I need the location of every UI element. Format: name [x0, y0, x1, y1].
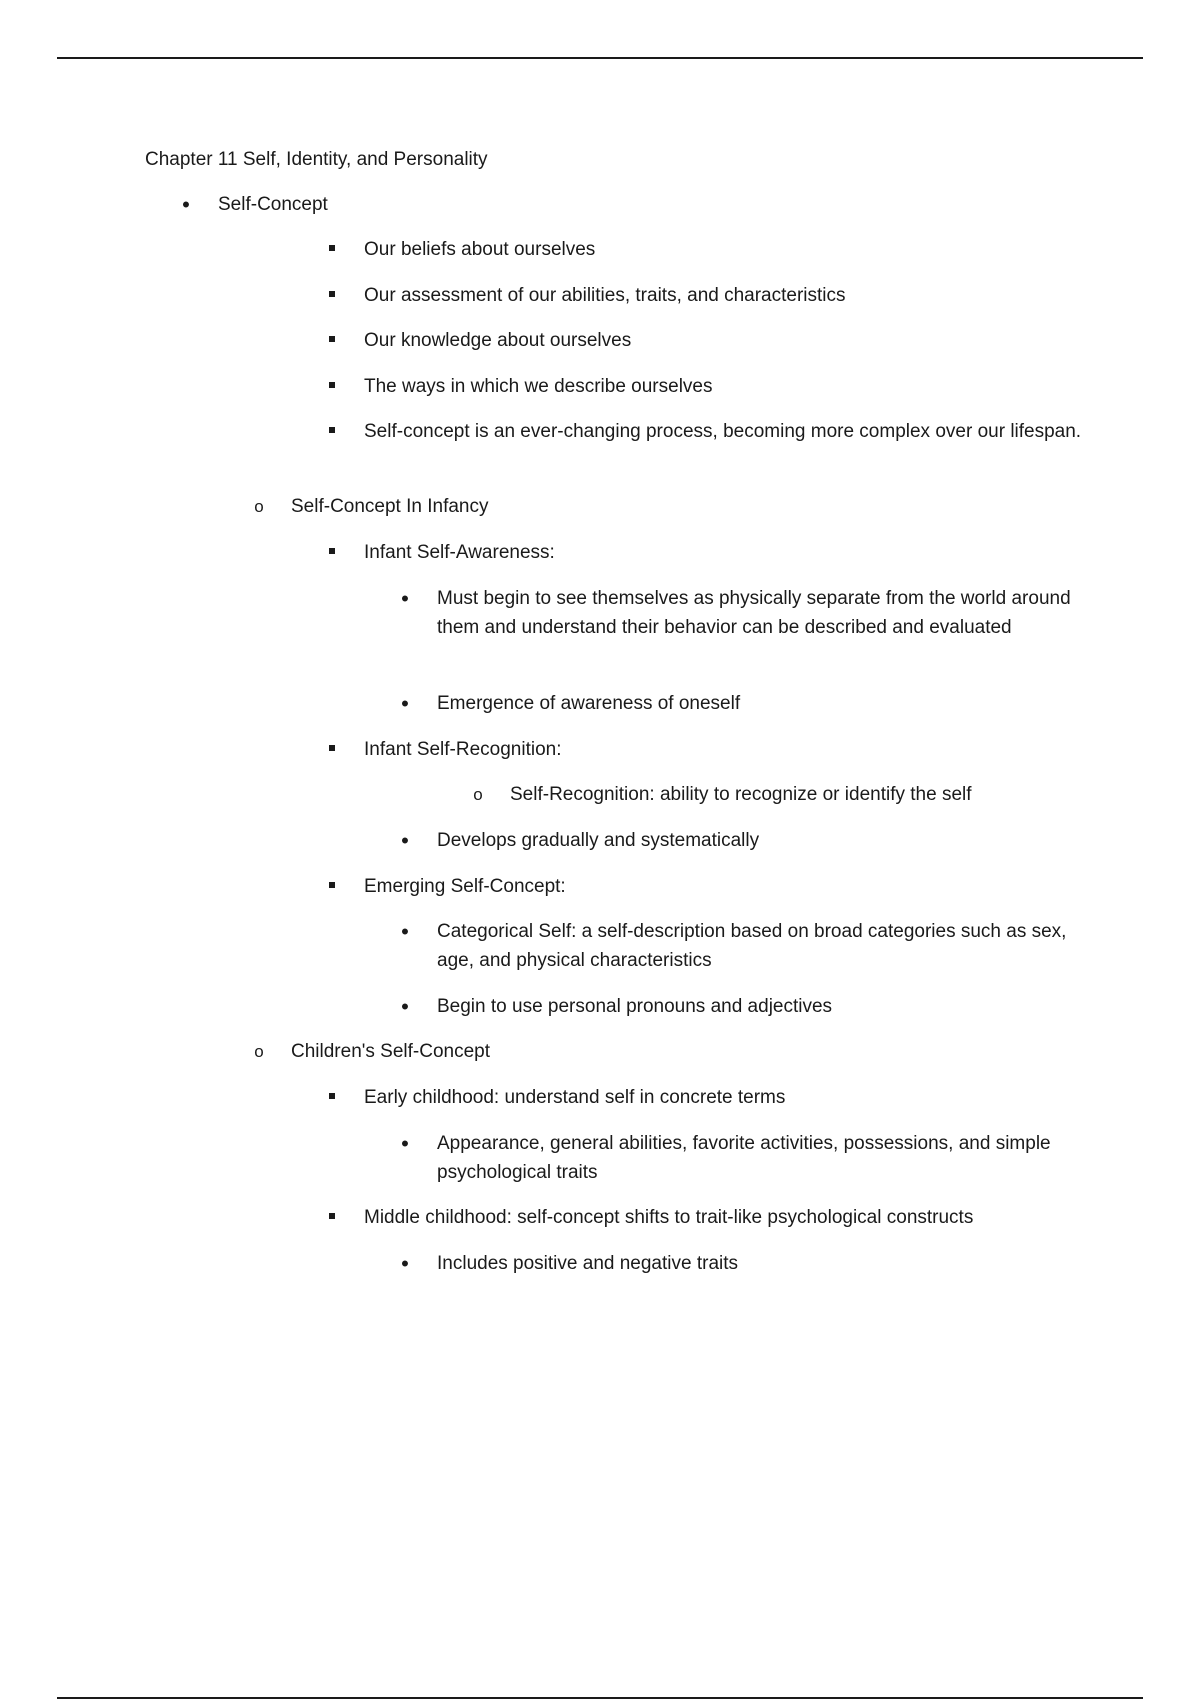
list-item-text: Infant Self-Recognition: [364, 739, 562, 760]
list-item-text: Self-concept is an ever-changing process, becoming more complex over our lifespan. [364, 421, 1082, 442]
list-item-text: Begin to use personal pronouns and adjectives [437, 996, 833, 1017]
list-item [364, 326, 1084, 355]
list-item-text: Self-Concept In Infancy [291, 496, 489, 517]
bullet-disc-icon [176, 190, 196, 221]
bullet-disc-icon [395, 584, 415, 615]
bullet-square-icon [322, 1203, 342, 1232]
bullet-disc-icon [395, 1129, 415, 1160]
bullet-square-icon [322, 735, 342, 764]
list-item [364, 872, 1084, 901]
bullet-square-icon [322, 372, 342, 401]
list-item [364, 1203, 1084, 1232]
list-item-text: Emergence of awareness of oneself [437, 693, 741, 714]
list-item-text: Infant Self-Awareness: [364, 542, 555, 563]
bullet-disc-icon [395, 992, 415, 1023]
list-item [437, 1249, 1097, 1278]
list-item [437, 689, 1097, 718]
list-item [291, 492, 1011, 521]
bullet-disc-icon [395, 917, 415, 948]
list-item [510, 780, 1110, 809]
list-item [437, 826, 1097, 855]
list-item-text: Includes positive and negative traits [437, 1253, 739, 1274]
list-item-text: Middle childhood: self-concept shifts to trait-like psychological constructs [364, 1207, 974, 1228]
list-item [437, 917, 1097, 975]
list-item [364, 1083, 1084, 1112]
bullet-disc-icon [395, 689, 415, 720]
bullet-square-icon [322, 235, 342, 264]
header-rule [57, 57, 1143, 59]
list-item [364, 735, 1084, 764]
list-item-text: Develops gradually and systematically [437, 830, 760, 851]
list-item [218, 190, 918, 219]
bullet-square-icon [322, 417, 342, 446]
bullet-square-icon [322, 538, 342, 567]
bullet-circle-icon [468, 780, 488, 809]
bullet-square-icon [322, 872, 342, 901]
bullet-square-icon [322, 1083, 342, 1112]
list-item-text: Must begin to see themselves as physically separate from the world around them and understand their behavior can be described and evaluated [437, 588, 1071, 638]
list-item-text: Our assessment of our abilities, traits, and characteristics [364, 285, 846, 306]
list-item-text: Emerging Self-Concept: [364, 876, 566, 897]
list-item-text: Self-Concept [218, 194, 328, 215]
bullet-square-icon [322, 326, 342, 355]
bullet-square-icon [322, 281, 342, 310]
list-item [364, 235, 1084, 264]
bullet-circle-icon [249, 1037, 269, 1066]
list-item-text: Our beliefs about ourselves [364, 239, 596, 260]
list-item [364, 281, 1084, 310]
list-item-text: The ways in which we describe ourselves [364, 376, 713, 397]
bullet-circle-icon [249, 492, 269, 521]
page-title: Chapter 11 Self, Identity, and Personality [145, 149, 488, 170]
list-item [437, 584, 1097, 642]
list-item [437, 992, 1097, 1021]
list-item-text: Self-Recognition: ability to recognize or identify the self [510, 784, 972, 805]
list-item [364, 538, 1084, 567]
list-item-text: Children's Self-Concept [291, 1041, 490, 1062]
list-item [364, 417, 1084, 446]
list-item-text: Categorical Self: a self-description based on broad categories such as sex, age, and physical characteristics [437, 921, 1067, 971]
list-item-text: Appearance, general abilities, favorite activities, possessions, and simple psychological traits [437, 1133, 1051, 1183]
list-item [437, 1129, 1097, 1187]
list-item-text: Our knowledge about ourselves [364, 330, 632, 351]
list-item [291, 1037, 1011, 1066]
list-item-text: Early childhood: understand self in concrete terms [364, 1087, 786, 1108]
list-item [364, 372, 1084, 401]
bullet-disc-icon [395, 826, 415, 857]
bullet-disc-icon [395, 1249, 415, 1280]
footer-rule [57, 1697, 1143, 1699]
